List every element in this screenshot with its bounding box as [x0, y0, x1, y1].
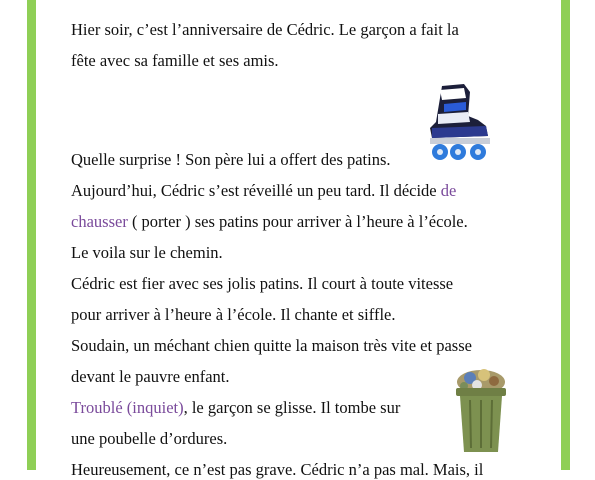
vocab-word-de: de [440, 181, 457, 200]
roller-skate-icon [420, 82, 496, 164]
story-line-4 [71, 181, 456, 201]
right-border [561, 0, 570, 470]
story-line-11-text: , le garçon se glisse. Il tombe sur [183, 398, 401, 417]
vocab-word-chausser: chausser [71, 212, 128, 231]
story-line-11 [71, 398, 400, 418]
story-line-7: Cédric est fier avec ses jolis patins. Il court à toute vitesse [71, 274, 454, 293]
story-line-10: devant le pauvre enfant. [71, 367, 230, 386]
story-line-9: Soudain, un méchant chien quitte la maison très vite et passe [71, 336, 472, 355]
story-line-8: pour arriver à l’heure à l’école. Il chante et siffle. [71, 305, 396, 324]
story-line-5-text: ( porter ) ses patins pour arriver à l’heure à l’école. [127, 212, 468, 231]
story-line-4-text: Aujourd’hui, Cédric s’est réveillé un peu tard. Il décide [71, 181, 441, 200]
garbage-bin-icon [450, 368, 512, 456]
story-line-2: fête avec sa famille et ses amis. [71, 51, 279, 70]
story-line-6: Le voila sur le chemin. [71, 243, 223, 262]
story-page [36, 0, 561, 479]
story-line-13: Heureusement, ce n’est pas grave. Cédric n’a pas mal. Mais, il [71, 460, 484, 479]
story-line-12: une poubelle d’ordures. [71, 429, 228, 448]
story-line-3: Quelle surprise ! Son père lui a offert des patins. [71, 150, 391, 169]
left-border [27, 0, 36, 470]
story-line-5 [71, 212, 468, 232]
vocab-word-trouble: Troublé (inquiet) [71, 398, 184, 417]
story-line-1: Hier soir, c’est l’anniversaire de Cédric. Le garçon a fait la [71, 20, 459, 39]
